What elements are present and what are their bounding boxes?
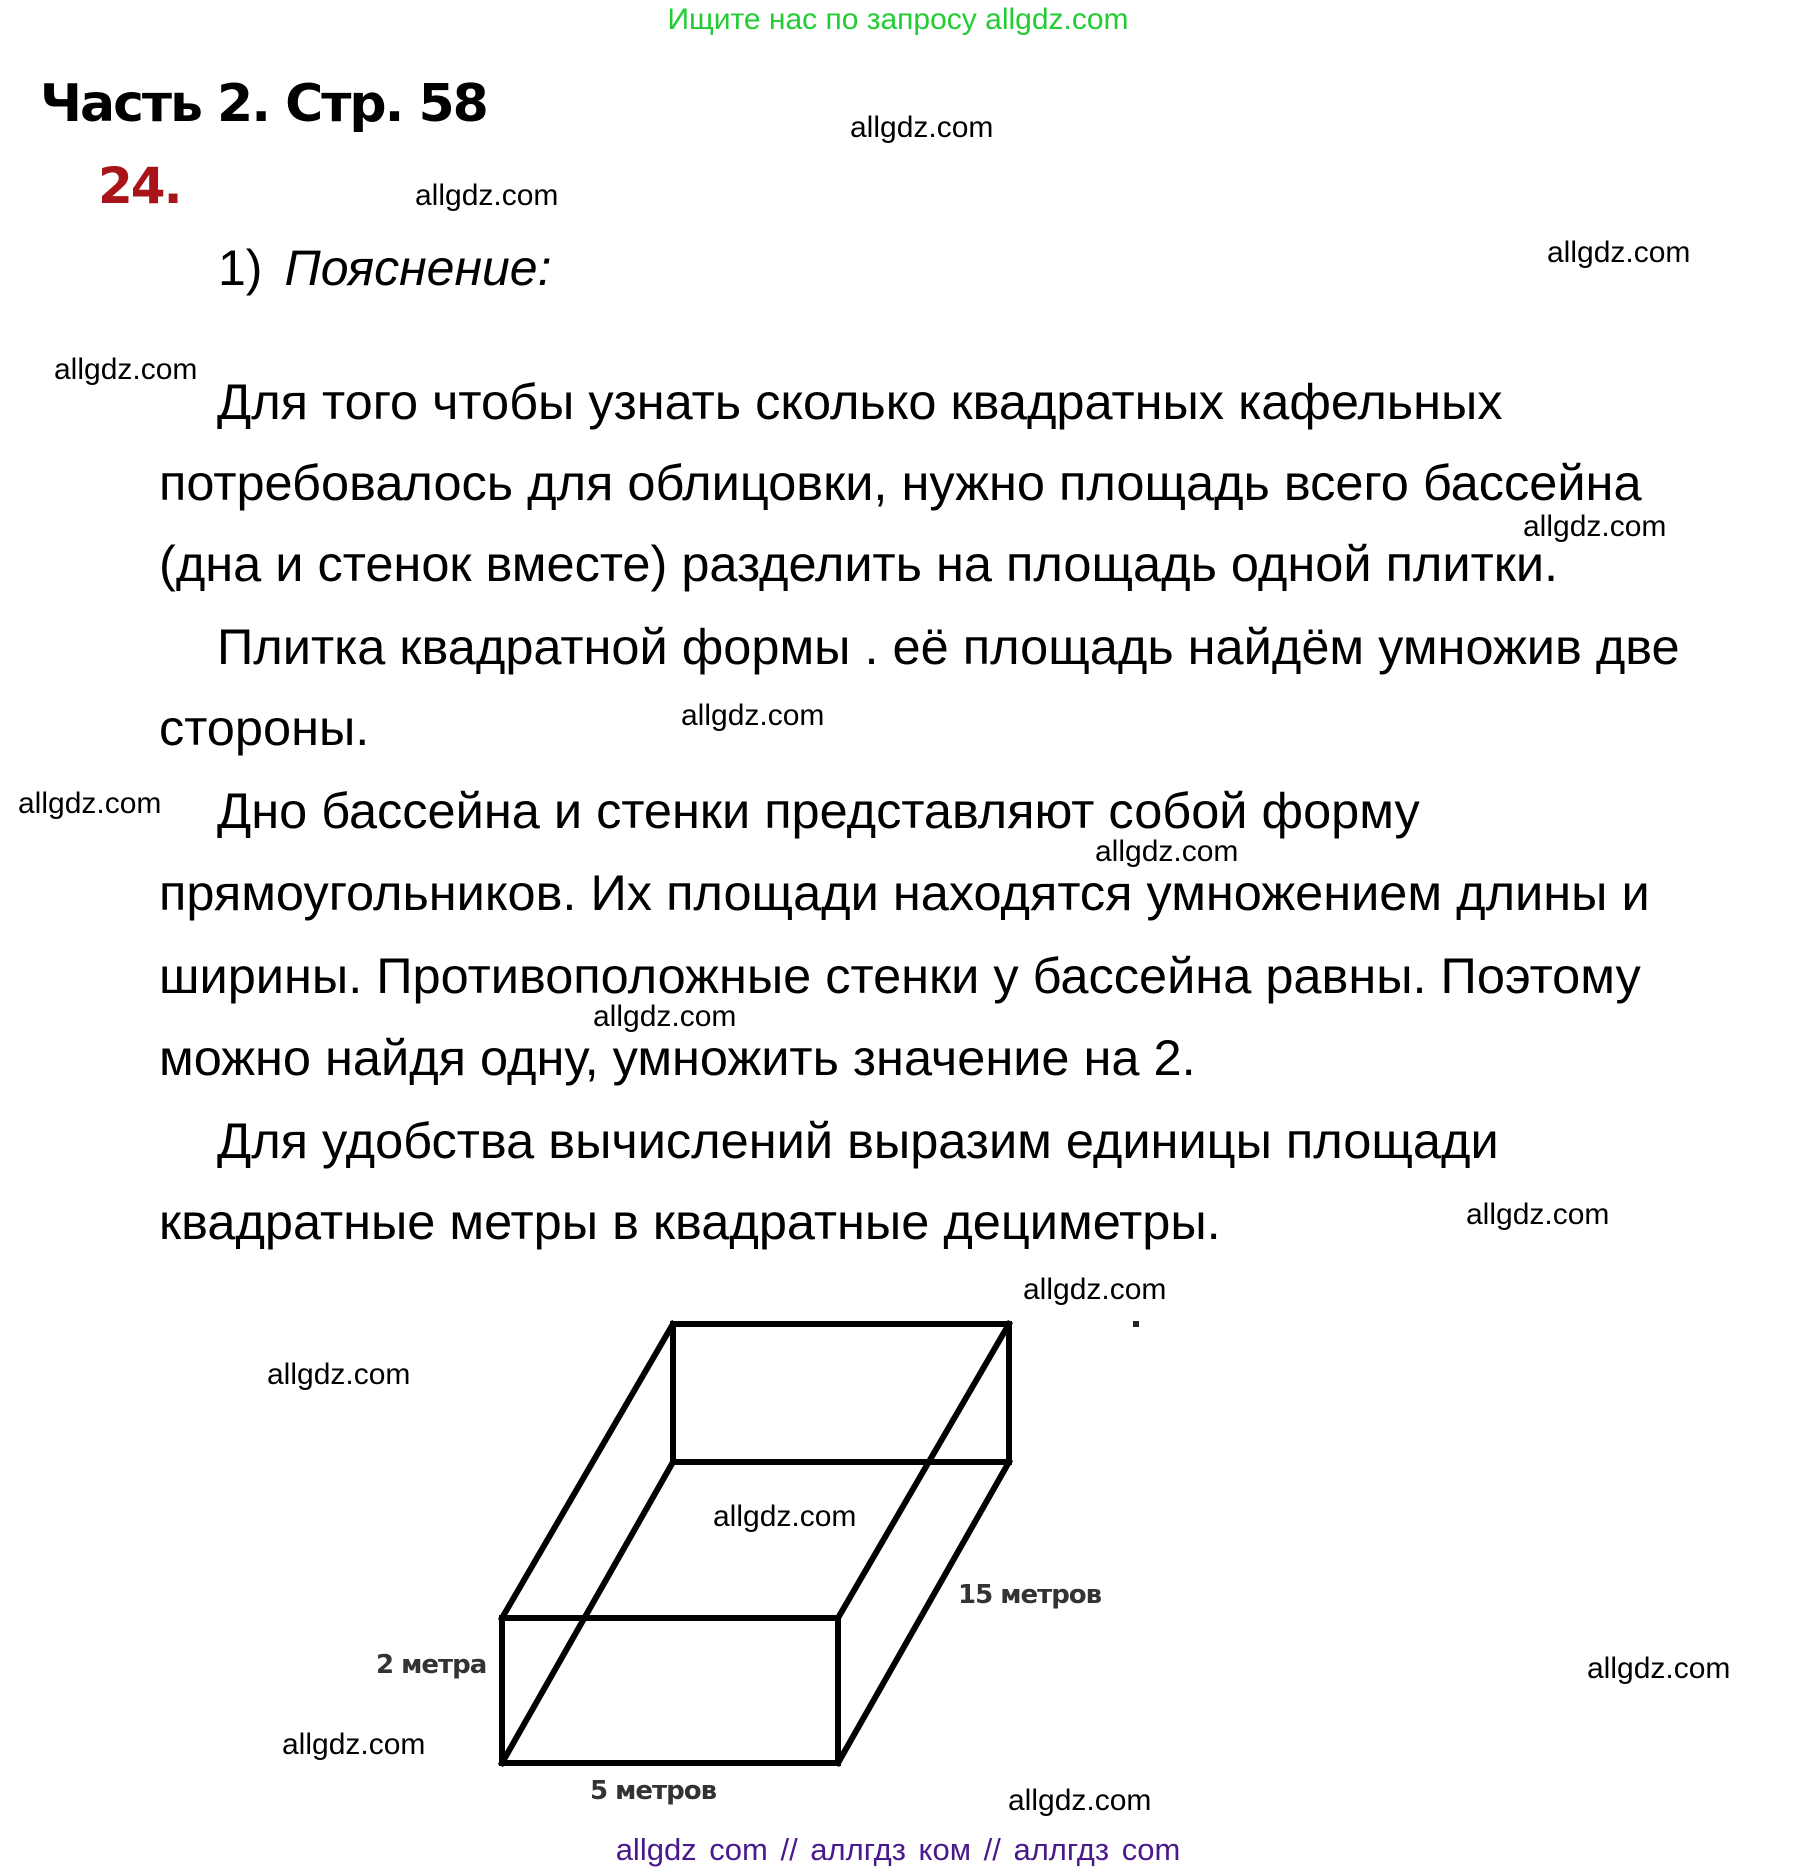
edge-bottom-right [838, 1462, 1009, 1763]
watermark: allgdz.com [681, 699, 825, 732]
body-line: Дно бассейна и стенки представляют собой форму [217, 782, 1420, 839]
watermark: allgdz.com [54, 353, 198, 386]
body-line: (дна и стенок вместе) разделить на площадь одной плитки. [159, 535, 1559, 592]
body-line: можно найдя одну, умножить значение на 2. [159, 1029, 1196, 1086]
watermark: allgdz.com [282, 1728, 426, 1761]
subheading-number: 1) [218, 240, 263, 296]
watermark: allgdz.com [267, 1358, 411, 1391]
watermark: allgdz.com [1523, 510, 1667, 543]
watermark: allgdz.com [18, 787, 162, 820]
stray-dot [1133, 1321, 1139, 1327]
watermark: allgdz.com [415, 179, 559, 212]
body-line: Для удобства вычислений выразим единицы площади [217, 1112, 1499, 1169]
watermark: allgdz.com [850, 111, 994, 144]
back-wall [673, 1324, 1009, 1462]
edge-bottom-left [502, 1462, 673, 1763]
subheading [218, 238, 551, 298]
watermark: allgdz.com [1008, 1784, 1152, 1817]
task-number: 24. [98, 157, 181, 215]
body-line: прямоугольников. Их площади находятся умножением длины и [159, 864, 1650, 921]
body-line: квадратные метры в квадратные дециметры. [159, 1193, 1221, 1250]
watermark: allgdz.com [1587, 1652, 1731, 1685]
footer-links: allgdz com // аллгдз ком // аллгдз com [615, 1832, 1181, 1867]
label-height: 2 метра [376, 1650, 487, 1680]
search-banner: Ищите нас по запросу allgdz.com [667, 3, 1129, 36]
watermark: allgdz.com [1095, 835, 1239, 868]
watermark: allgdz.com [593, 1000, 737, 1033]
watermark: allgdz.com [1466, 1198, 1610, 1231]
watermark: allgdz.com [1547, 236, 1691, 269]
body-line: ширины. Противоположные стенки у бассейна равны. Поэтому [159, 947, 1641, 1004]
body-line: Для того чтобы узнать сколько квадратных кафельных [217, 373, 1503, 430]
watermark: allgdz.com [713, 1500, 857, 1533]
subheading-label: Пояснение: [284, 240, 552, 296]
front-wall [502, 1618, 838, 1763]
edge-top-right [838, 1324, 1009, 1618]
body-line: стороны. [159, 699, 370, 756]
edge-top-left [502, 1324, 673, 1618]
watermark: allgdz.com [1023, 1273, 1167, 1306]
page-title: Часть 2. Стр. 58 [40, 74, 487, 134]
label-length: 15 метров [958, 1580, 1102, 1610]
body-line: Плитка квадратной формы . её площадь найдём умножив две [217, 618, 1680, 675]
body-line: потребовалось для облицовки, нужно площадь всего бассейна [159, 454, 1642, 511]
label-width: 5 метров [590, 1776, 717, 1806]
